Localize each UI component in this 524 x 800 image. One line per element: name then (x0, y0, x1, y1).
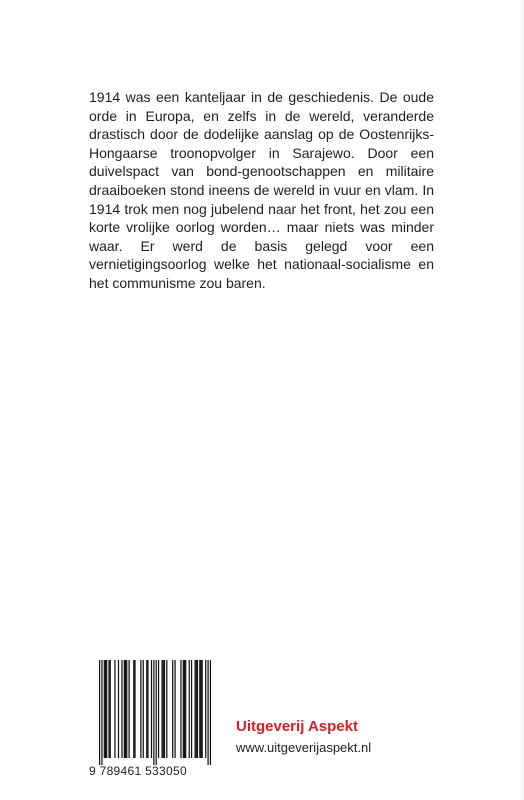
barcode-bar (196, 660, 197, 758)
barcode-bar (199, 660, 200, 758)
barcode-bar (104, 660, 105, 758)
barcode-bar (126, 660, 127, 758)
barcode-bar (191, 660, 192, 758)
barcode-bar (124, 660, 125, 758)
barcode-bar (158, 660, 159, 758)
barcode-bar (121, 660, 122, 758)
barcode-bar (172, 660, 173, 758)
barcode-bar (125, 660, 126, 758)
barcode-bar (174, 660, 175, 758)
barcode-bar (133, 660, 134, 758)
isbn-number: 9 789461 533050 (89, 764, 187, 778)
barcode-bar (105, 660, 106, 758)
barcode-bar (114, 660, 115, 758)
barcode-bar (189, 660, 190, 758)
barcode-bar (183, 660, 184, 758)
barcode-bar (164, 660, 165, 758)
barcode-bar (151, 660, 152, 758)
blurb-text: 1914 was een kanteljaar in de geschiedenis. De oude orde in Europa, en zelfs in de wereld, veranderde drastisch door de dodelijke aanslag op de Oostenrijks-Hongaarse troonopvolger in Sarajewo. Door een duivelspact van bond-genootschappen en militaire draaiboeken stond ineens de wereld in vuur en vlam. In 1914 trok men nog jubelend naar het front, het zou een korte vrolijke oorlog worden… maar niets was minder waar. Er werd de basis gelegd voor een vernietigingsoorlog welke het nationaal-socialisme en het communisme zou baren. (89, 89, 434, 291)
barcode-bar (134, 660, 135, 758)
barcode-bar (108, 660, 109, 758)
barcode-bar (197, 660, 198, 758)
barcode-bar (185, 660, 186, 758)
barcode-bar (99, 660, 100, 765)
barcode-bar (180, 660, 181, 758)
barcode-bar (147, 660, 148, 758)
barcode-bars (89, 660, 213, 765)
barcode-bar (118, 660, 119, 758)
barcode-bar (200, 660, 201, 758)
barcode-bar (146, 660, 147, 758)
barcode-bar (163, 660, 164, 758)
barcode-bar (140, 660, 141, 758)
publisher-name: Uitgeverij Aspekt (236, 718, 358, 735)
barcode-bar (106, 660, 107, 758)
barcode-bar (194, 660, 195, 758)
barcode-bar (143, 660, 144, 758)
barcode-bar (207, 660, 208, 765)
barcode-bar (128, 660, 129, 758)
isbn-barcode (89, 660, 213, 765)
barcode-bar (205, 660, 206, 758)
publisher-url: www.uitgeverijaspekt.nl (236, 740, 372, 755)
barcode-bar (202, 660, 203, 758)
barcode-bar (153, 660, 154, 765)
barcode-bar (156, 660, 157, 765)
barcode-bar (161, 660, 162, 758)
barcode-bar (101, 660, 102, 765)
barcode-bar (110, 660, 111, 758)
barcode-bar (184, 660, 185, 758)
barcode-bar (166, 660, 167, 758)
barcode-bar (210, 660, 211, 765)
